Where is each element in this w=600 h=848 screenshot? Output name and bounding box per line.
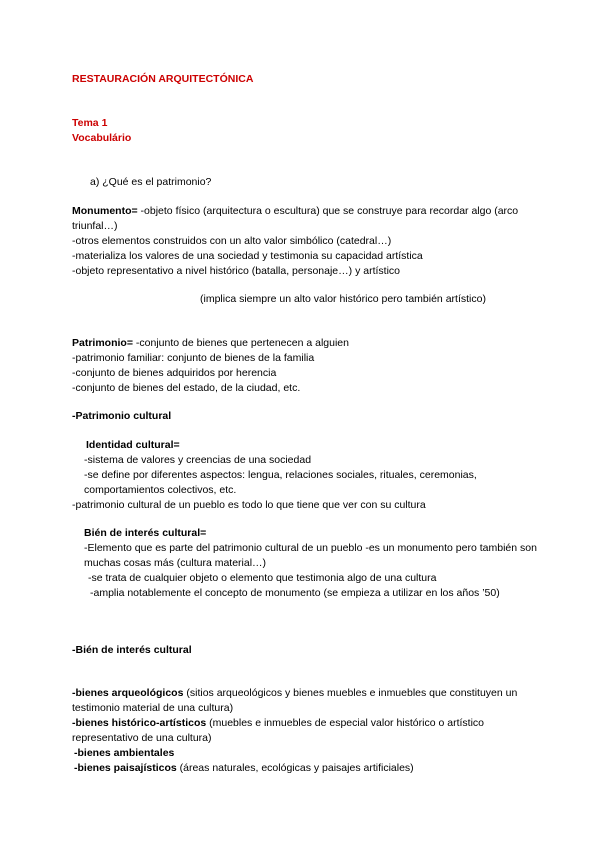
patrimonio-term: Patrimonio= (72, 337, 133, 349)
bienes-arqueologicos-term: -bienes arqueológicos (72, 687, 184, 699)
monumento-term: Monumento= (72, 205, 138, 217)
bienes-section (72, 686, 542, 776)
patrimonio-section (72, 336, 542, 396)
bic-line-2: -se trata de cualquier objeto o elemento que testimonia algo de una cultura (88, 572, 437, 584)
bienes-arqueologicos-text: (sitios arqueológicos y bienes muebles e inmuebles que constituyen un testimonio material de una cultura) (72, 687, 518, 714)
patrimonio-def-1: -conjunto de bienes que pertenecen a alguien (132, 337, 349, 349)
topic-heading: Tema 1 (72, 117, 108, 129)
monumento-line-2: -otros elementos construidos con un alto valor simbólico (catedral…) (72, 235, 392, 247)
monumento-line-3: -materializa los valores de una sociedad y testimonia su capacidad artística (72, 250, 423, 262)
document-title: RESTAURACIÓN ARQUITECTÓNICA (72, 73, 254, 85)
bienes-arqueologicos (72, 686, 542, 716)
bic-heading-2-label: -Bién de interés cultural (72, 644, 192, 656)
bienes-historico-artisticos (72, 716, 542, 746)
monumento-line-4: -objeto representativo a nivel histórico (batalla, personaje…) y artístico (72, 265, 400, 277)
bienes-ambientales-term: -bienes ambientales (74, 747, 175, 759)
vocabulary-heading: Vocabulário (72, 132, 132, 144)
bienes-paisajisticos-text: (áreas naturales, ecológicas y paisajes artificiales) (176, 762, 414, 774)
bienes-historico-term: -bienes histórico-artísticos (72, 717, 207, 729)
bienes-ambientales (72, 746, 542, 761)
bic-term-line (72, 526, 542, 541)
identidad-term: Identidad cultural= (86, 439, 180, 451)
monumento-note: (implica siempre un alto valor histórico pero también artístico) (200, 293, 486, 305)
patrimonio-line-3: -conjunto de bienes adquiridos por herencia (72, 367, 277, 379)
patrimonio-line-4: -conjunto de bienes del estado, de la ciudad, etc. (72, 382, 301, 394)
monumento-section (72, 204, 542, 279)
identidad-line-1: -sistema de valores y creencias de una sociedad (84, 454, 312, 466)
bic-heading-2 (72, 643, 542, 658)
identidad-term-line (72, 438, 542, 453)
monumento-line-1 (72, 204, 542, 234)
bienes-paisajisticos (72, 761, 542, 776)
bic-term: Bién de interés cultural= (84, 527, 207, 539)
bic-line-3: -amplia notablemente el concepto de monumento (se empieza a utilizar en los años ’50) (90, 587, 500, 599)
identidad-line-2-wrap (72, 468, 542, 498)
question-a: a) ¿Qué es el patrimonio? (90, 176, 212, 188)
patrimonio-line-2: -patrimonio familiar: conjunto de bienes de la familia (72, 352, 315, 364)
bienes-historico-text: (muebles e inmuebles de especial valor histórico o artístico representativo de una cultura) (72, 717, 485, 744)
identidad-section (72, 438, 542, 513)
bienes-paisajisticos-term: -bienes paisajísticos (74, 762, 177, 774)
patrimonio-cultural-heading (72, 409, 542, 424)
bic-line-1: -Elemento que es parte del patrimonio cultural de un pueblo -es un monumento pero también son muchas cosas más (cultura material…) (84, 542, 537, 569)
identidad-line-3: -patrimonio cultural de un pueblo es todo lo que tiene que ver con su cultura (72, 499, 426, 511)
patrimonio-cultural-label: -Patrimonio cultural (72, 410, 172, 422)
patrimonio-line-1 (72, 336, 542, 351)
bic-section (72, 526, 542, 601)
identidad-line-2: -se define por diferentes aspectos: lengua, relaciones sociales, rituales, ceremonias, comportamientos colectivos, etc. (84, 469, 477, 496)
monumento-def-1: -objeto físico (arquitectura o escultura) que se construye para recordar algo (arco triunfal…) (72, 205, 519, 232)
